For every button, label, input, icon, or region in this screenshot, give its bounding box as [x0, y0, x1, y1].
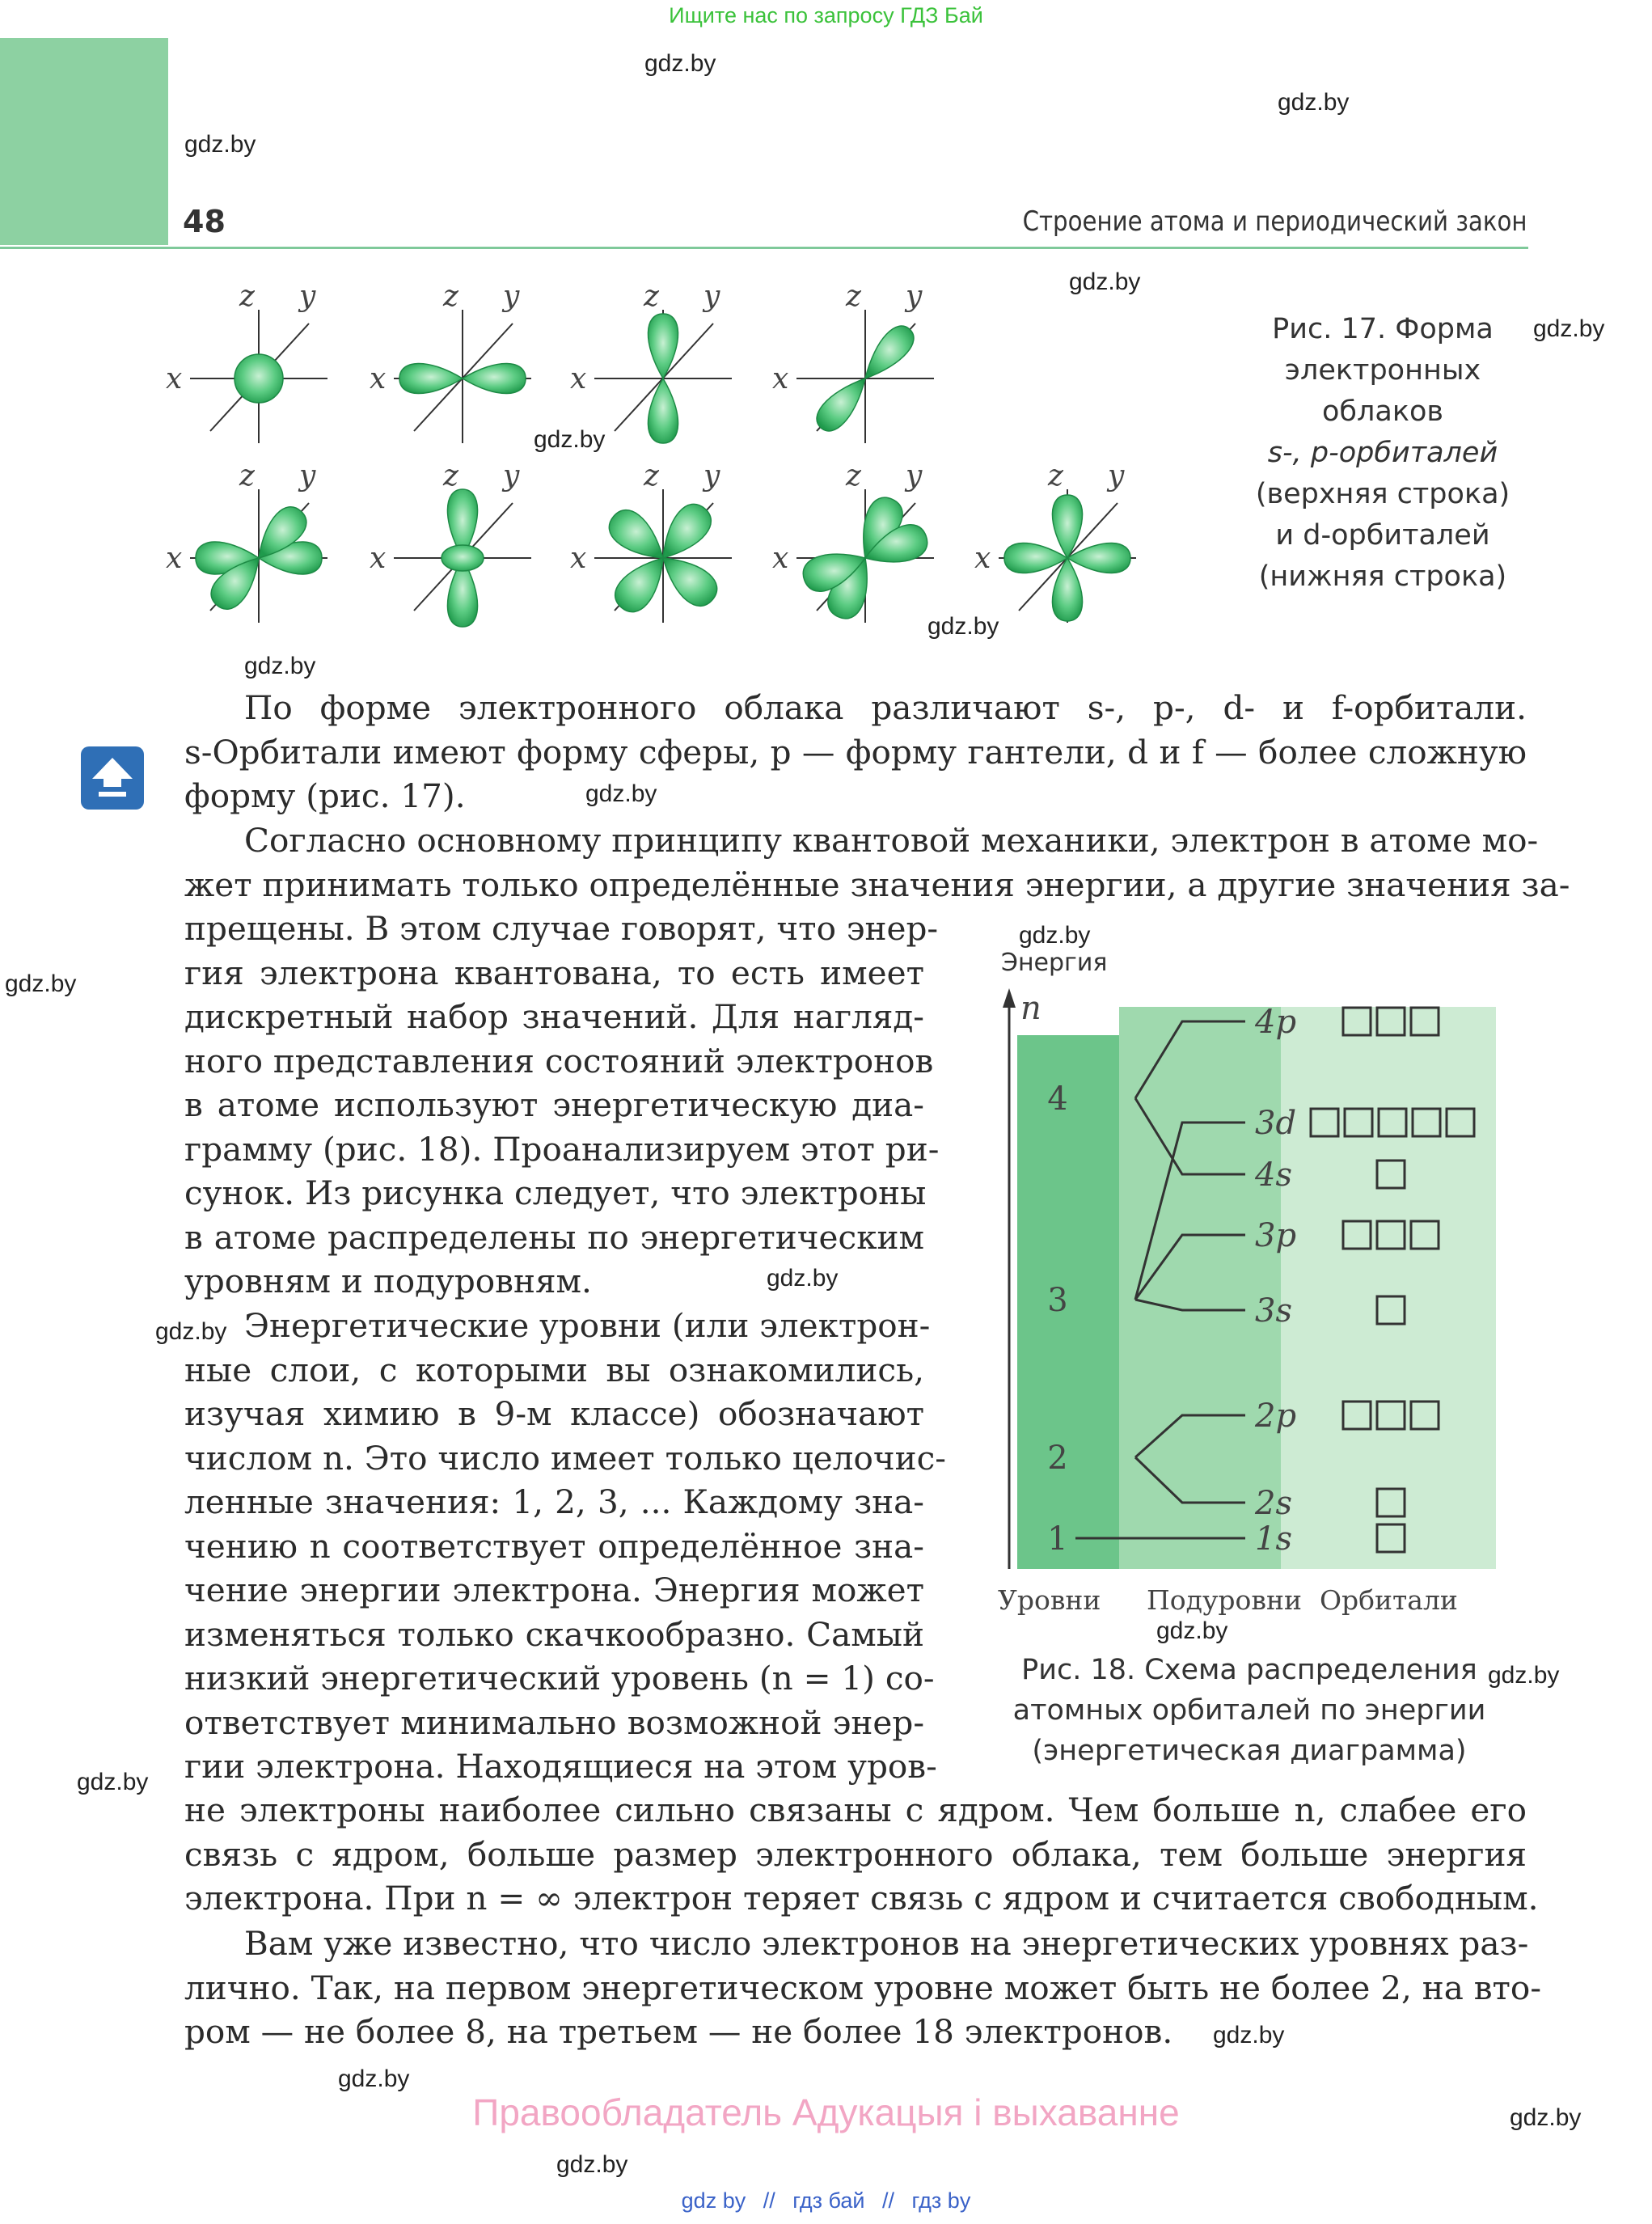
z-axis-label: z [644, 459, 659, 493]
footer-links [0, 2188, 1652, 2213]
orbital-lobe [648, 314, 678, 378]
sublevel-label: 1s [1255, 1520, 1292, 1558]
y-axis-label: y [1108, 459, 1125, 493]
fig18-energy-diagram [970, 938, 1536, 1617]
x-axis-label: x [570, 542, 587, 575]
watermark: gdz.by [338, 2065, 410, 2092]
footer-link[interactable]: gdz by [681, 2188, 746, 2213]
fig18-caption [995, 1650, 1504, 1771]
text-line: сунок. Из рисунка следует, что электроны [184, 1173, 927, 1212]
sublevel-label: 3p [1255, 1217, 1297, 1254]
text-line: изменяться только скачкообразно. Самый [184, 1614, 924, 1654]
levels-column [1017, 1035, 1119, 1569]
column-label-sublevels: Подуровни [1147, 1584, 1302, 1616]
watermark: gdz.by [644, 50, 716, 77]
watermark: gdz.by [927, 613, 999, 640]
watermark: gdz.by [585, 780, 657, 807]
sublevel-label: 2p [1255, 1397, 1297, 1435]
z-axis-label: z [239, 459, 255, 493]
watermark: gdz.by [534, 426, 606, 453]
page-number: 48 [183, 204, 226, 239]
text-line: гия электрона квантована, то есть имеет [184, 953, 924, 992]
header-rule [0, 247, 1528, 249]
sublevel-label: 4p [1255, 1004, 1297, 1041]
y-axis-label: y [503, 459, 520, 493]
y-axis-label: y [703, 459, 720, 493]
text-line: Согласно основному принципу квантовой механики, электрон в атоме мо- [244, 821, 1539, 860]
z-axis-label: z [443, 459, 458, 493]
y-axis-label: y [299, 280, 316, 313]
text-line: По форме электронного облака различают s-, p-, d- и f-орбитали. [244, 688, 1527, 727]
text-line: дискретный набор значений. Для нагляд- [184, 997, 924, 1036]
watermark: gdz.by [1510, 2104, 1582, 2131]
x-axis-label: x [370, 362, 387, 395]
paragraph-2-full [184, 818, 1570, 907]
text-line: прещены. В этом случае говорят, что энер- [184, 909, 939, 948]
watermark: gdz.by [556, 2151, 628, 2178]
z-axis-label: z [644, 280, 659, 313]
text-line: жет принимать только определённые значения энергии, а другие значения за- [184, 865, 1570, 904]
orbital-lobe [865, 326, 914, 378]
caption-line: облаков [1322, 395, 1443, 428]
n-label: n [1020, 990, 1041, 1027]
orbital-cell [570, 280, 732, 443]
watermark: gdz.by [184, 131, 256, 158]
text-line: ного представления состояний электронов [184, 1041, 934, 1080]
footer-link[interactable]: гдз бай [792, 2188, 865, 2213]
watermark: gdz.by [1213, 2022, 1285, 2049]
text-line: ленные значения: 1, 2, 3, ... Каждому зна- [184, 1482, 924, 1521]
text-line: Энергетические уровни (или электрон- [244, 1306, 931, 1345]
caption-line: (энергетическая диаграмма) [1032, 1735, 1467, 1767]
orbital-cell [370, 280, 531, 443]
x-axis-label: x [166, 542, 183, 575]
paragraph-3-full [184, 1788, 1539, 1921]
orbital-lobe [648, 378, 678, 443]
text-line: грамму (рис. 18). Проанализируем этот ри- [184, 1129, 940, 1169]
level-label: 4 [1047, 1080, 1068, 1118]
watermark: gdz.by [5, 970, 77, 997]
watermark: gdz.by [1278, 89, 1350, 116]
orbital-cell [974, 459, 1136, 623]
text-line: форму (рис. 17). [184, 776, 466, 815]
sublevel-label: 4s [1255, 1156, 1292, 1194]
caption-line: электронных [1284, 354, 1481, 387]
watermark: gdz.by [1019, 922, 1091, 949]
orbital-ring [442, 545, 484, 571]
caption-line: Рис. 18. Схема распределения [1021, 1654, 1477, 1686]
energy-axis-label: Энергия [1001, 949, 1108, 977]
text-line: чению n соответствует определённое зна- [184, 1526, 924, 1566]
orbital-cell [772, 280, 934, 443]
watermark: gdz.by [244, 653, 316, 679]
z-axis-label: z [846, 459, 861, 493]
text-line: изучая химию в 9-м классе) обозначают [184, 1394, 924, 1433]
footer-separator: // [882, 2188, 895, 2213]
orbital-lobe [663, 504, 711, 558]
x-axis-label: x [772, 362, 789, 395]
watermark: gdz.by [767, 1265, 839, 1292]
text-line: s-Орбитали имеют форму сферы, p — форму гантели, d и f — более сложную [184, 732, 1527, 772]
x-axis-label: x [370, 542, 387, 575]
orbital-lobe [234, 354, 283, 403]
orbital-lobe [817, 378, 865, 431]
orbital-cell [772, 459, 934, 623]
text-line: связь с ядром, больше размер электронного облака, тем больше энергия [184, 1834, 1527, 1874]
text-line: низкий энергетический уровень (n = 1) со- [184, 1659, 935, 1698]
energy-axis-arrow [1003, 988, 1016, 1008]
paragraph-3-narrow [184, 1304, 946, 1789]
watermark: gdz.by [1069, 268, 1141, 295]
orbital-cell [370, 459, 531, 627]
watermark: gdz.by [1156, 1617, 1228, 1644]
orbital-lobe [663, 558, 717, 606]
x-axis-label: x [772, 542, 789, 575]
z-axis-label: z [846, 280, 861, 313]
level-label: 2 [1047, 1440, 1068, 1477]
z-axis-label: z [443, 280, 458, 313]
orbital-lobe [609, 510, 663, 558]
orbital-lobe [615, 558, 663, 612]
top-search-banner[interactable]: Ищите нас по запросу ГДЗ Бай [669, 3, 983, 27]
orbital-cell [166, 280, 327, 443]
fig17-caption [1245, 309, 1520, 598]
watermark: gdz.by [77, 1769, 149, 1795]
column-label-orbitals: Орбитали [1320, 1584, 1458, 1616]
caption-line: (верхняя строка) [1255, 478, 1510, 510]
paragraph-4 [184, 1922, 1542, 2054]
x-axis-label: x [570, 362, 587, 395]
paragraph-2-narrow [184, 907, 940, 1304]
y-axis-label: y [906, 459, 923, 493]
text-line: ром — не более 8, на третьем — не более 18 электронов. [184, 2012, 1173, 2051]
sublevel-label: 3d [1255, 1105, 1297, 1142]
sublevel-label: 3s [1255, 1292, 1292, 1330]
text-line: чение энергии электрона. Энергия может [184, 1571, 924, 1609]
text-line: ответствует минимально возможной энер- [184, 1702, 924, 1742]
caption-line: Рис. 17. Форма [1272, 313, 1494, 345]
running-head: Строение атома и периодический закон [1022, 205, 1527, 238]
footer-link[interactable]: гдз by [911, 2188, 971, 2213]
y-axis-label: y [906, 280, 923, 313]
paragraph-1 [184, 686, 1527, 818]
text-line: Вам уже известно, что число электронов на энергетических уровнях раз- [244, 1924, 1529, 1963]
z-axis-label: z [1048, 459, 1063, 493]
column-label-levels: Уровни [998, 1584, 1101, 1616]
rights-holder: Правообладатель Адукацыя і выхаванне [472, 2091, 1180, 2133]
orbital-lobe [1052, 558, 1082, 621]
caption-line: (нижняя строка) [1258, 560, 1507, 593]
orbitals-column [1281, 1007, 1496, 1569]
text-line: числом n. Это число имеет только целочис- [184, 1438, 946, 1478]
orbital-lobe [1052, 495, 1082, 558]
caption-line: s-, p-орбиталей [1267, 437, 1498, 469]
text-line: электрона. При n = ∞ электрон теряет связь с ядром и считается свободным. [184, 1879, 1539, 1917]
orbital-cell [166, 459, 327, 623]
text-line: не электроны наиболее сильно связаны с ядром. Чем больше n, слабее его [184, 1791, 1527, 1829]
x-axis-label: x [166, 362, 183, 395]
y-axis-label: y [299, 459, 316, 493]
level-label: 1 [1047, 1520, 1068, 1558]
chapter-color-tab [0, 38, 168, 245]
caption-line: атомных орбиталей по энергии [1012, 1694, 1486, 1727]
text-line: в атоме распределены по энергетическим [184, 1217, 924, 1257]
orbital-cell [570, 459, 732, 623]
text-line: гии электрона. Находящиеся на этом уров- [184, 1747, 937, 1786]
level-label: 3 [1047, 1282, 1068, 1319]
sublevel-label: 2s [1255, 1485, 1292, 1522]
y-axis-label: y [503, 280, 520, 313]
watermark: gdz.by [1533, 315, 1605, 342]
x-axis-label: x [974, 542, 991, 575]
text-line: лично. Так, на первом энергетическом уровне может быть не более 2, на вто- [184, 1968, 1542, 2007]
z-axis-label: z [239, 280, 255, 313]
text-line: уровням и подуровням. [184, 1262, 592, 1300]
text-line: в атоме используют энергетическую диа- [184, 1085, 924, 1124]
caption-line: и d-орбиталей [1275, 519, 1490, 552]
footer-separator: // [763, 2188, 775, 2213]
watermark: gdz.by [155, 1318, 227, 1345]
y-axis-label: y [703, 280, 720, 313]
up-arrow-icon[interactable] [81, 746, 144, 810]
watermark: gdz.by [1488, 1662, 1560, 1689]
text-line: ные слои, с которыми вы ознакомились, [184, 1350, 924, 1389]
